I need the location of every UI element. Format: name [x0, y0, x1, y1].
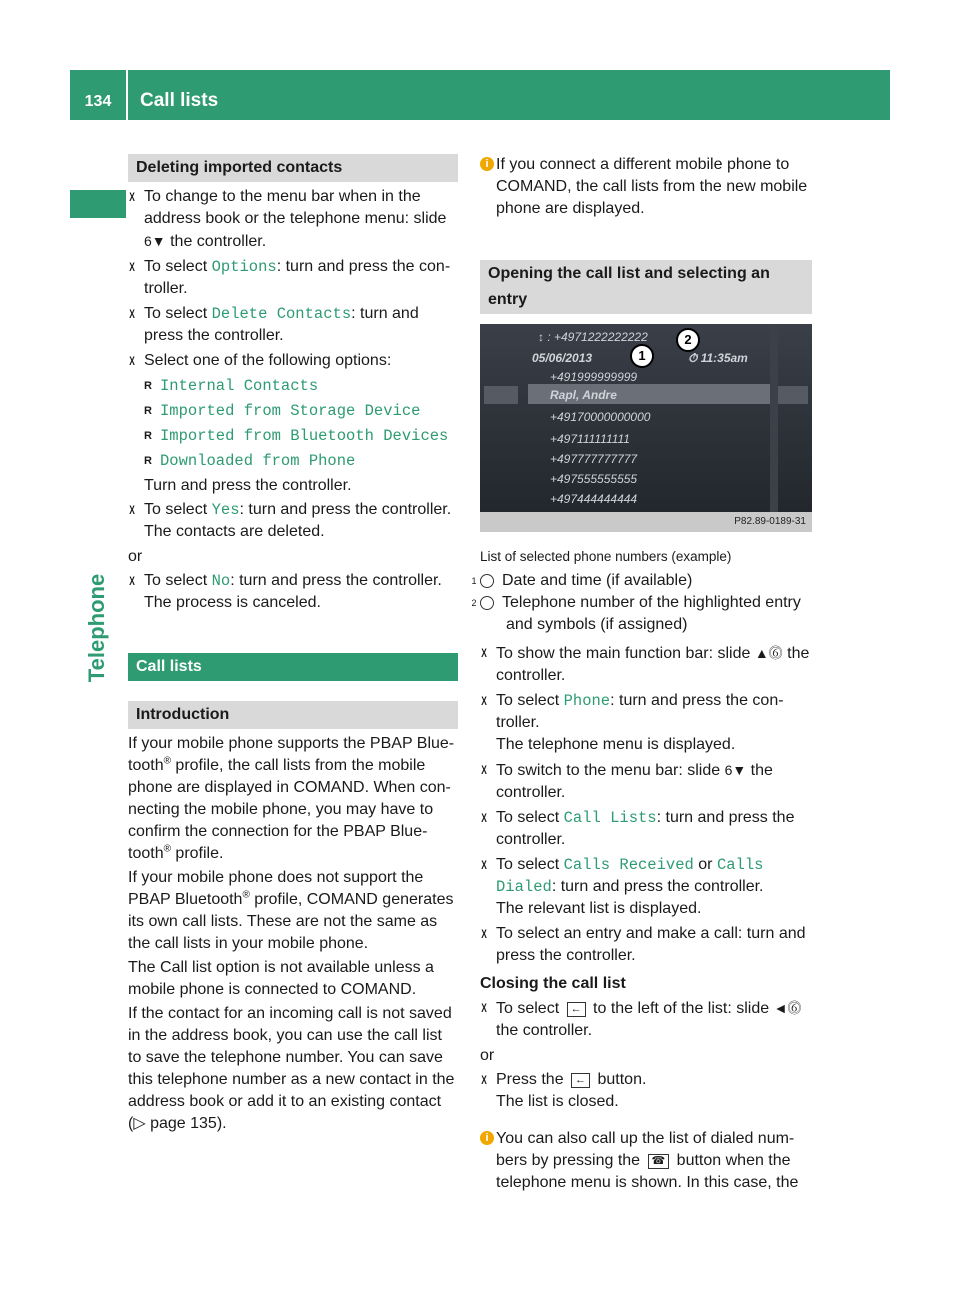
figure-code: P82.89-0189-31 [734, 516, 806, 527]
menu-item-calls-dialed: Calls Dialed [496, 856, 764, 896]
section-tab-marker [70, 190, 126, 218]
menu-item-no: No [211, 572, 231, 590]
heading-closing-call-list: Closing the call list [480, 975, 626, 992]
controller-slide-up-icon: ▲⓺ [754, 645, 783, 661]
screen-time: ⏱ 11:35am [688, 351, 748, 365]
step-menu-bar: X To change to the menu bar when in the address book or the telephone menu: slide 6▼ the controller. [128, 186, 458, 253]
info-icon: i [480, 157, 494, 171]
screen-date: 05/06/2013 [532, 351, 593, 365]
heading-deleting-imported-contacts: Deleting imported contacts [128, 154, 458, 182]
option-internal-contacts: R Internal Contacts [128, 375, 458, 397]
callout-2: 2 [676, 328, 700, 352]
screen-row: +497555555555 [550, 472, 638, 486]
left-column [128, 154, 458, 1137]
options-tab-icon [778, 386, 808, 404]
page-number: 134 [70, 70, 126, 120]
screen-number-line: ↕ : +4971222222222 [538, 330, 648, 344]
step-select-option: X Select one of the following options: [128, 350, 458, 372]
menu-item-calls-received: Calls Received [563, 856, 694, 874]
step-options: X To select Options: turn and press the con-troller. [128, 256, 458, 300]
figure-caption: List of selected phone numbers (example) [480, 549, 732, 564]
heading-call-lists: Call lists [128, 653, 458, 681]
page-title: Call lists [140, 90, 219, 111]
callout-1: 1 [630, 344, 654, 368]
controller-slide-down-icon: 6▼ [144, 233, 166, 249]
info-icon: i [480, 1131, 494, 1145]
back-button-icon: ← [571, 1073, 590, 1088]
step-switch-menu-bar: X To switch to the menu bar: slide 6▼ the controller. [480, 759, 812, 804]
or-text: or [128, 548, 143, 565]
back-tab-icon [484, 386, 518, 404]
screen-row: +49170000000000 [550, 410, 651, 424]
turn-press-text: Turn and press the controller. [144, 477, 352, 494]
call-list-screenshot [480, 324, 812, 532]
step-calls-received-dialed: X To select Calls Received or Calls Dialed: turn and press the controller. The relevant list is displayed. [480, 854, 812, 920]
intro-paragraph-1: If your mobile phone supports the PBAP Blue-tooth® profile, the call lists from the mobile phone are displayed in COMAND. When con-necting the mobile phone, you may have to confirm the connection for the PBAP Blue-tooth® profile. [128, 735, 455, 862]
info-note-different-phone: i If you connect a different mobile phone to COMAND, the call lists from the new mobile phone are displayed. [480, 154, 812, 220]
step-yes: X To select Yes: turn and press the controller. The contacts are deleted. [128, 499, 458, 543]
intro-paragraph-2: If your mobile phone does not support the PBAP Bluetooth® profile, COMAND generates its own call lists. These are not the same as the call lists in your mobile phone. [128, 869, 454, 952]
legend-item-2: 2 Telephone number of the highlighted entry and symbols (if assigned) [471, 594, 801, 633]
screen-row: +497444444444 [550, 492, 638, 506]
menu-item-options: Options [211, 258, 277, 276]
controller-slide-down-icon: 6▼ [724, 762, 747, 778]
phone-button-icon: ☎ [648, 1154, 670, 1169]
menu-item-call-lists: Call Lists [563, 809, 657, 827]
or-text: or [480, 1047, 495, 1064]
option-storage-device: R Imported from Storage Device [128, 400, 458, 422]
right-column [471, 154, 812, 1194]
step-phone: X To select Phone: turn and press the con-troller. The telephone menu is displayed. [480, 690, 812, 756]
screen-row: +497777777777 [550, 452, 638, 466]
menu-item-phone: Phone [563, 692, 611, 710]
intro-paragraph-3: The Call list option is not available unless a mobile phone is connected to COMAND. [128, 959, 434, 998]
info-note-dialed-numbers: i You can also call up the list of dialed num-bers by pressing the ☎ button when the telephone menu is shown. In this case, the [480, 1128, 812, 1194]
heading-opening-call-list: Opening the call list and selecting an entry [480, 260, 812, 314]
step-press-back: X Press the ← button. The list is closed. [480, 1069, 812, 1113]
legend-item-1: 1 Date and time (if available) [471, 572, 693, 589]
step-main-function-bar: X To show the main function bar: slide ▲⓺ the controller. [480, 642, 812, 687]
section-label: Telephone [84, 573, 109, 683]
step-select-back: X To select ← to the left of the list: slide ◄⓺ the controller. [480, 997, 812, 1042]
screen-row: +491999999999 [550, 370, 638, 384]
option-downloaded-from-phone: R Downloaded from Phone [128, 450, 458, 472]
header-divider [126, 70, 128, 120]
controller-slide-left-icon: ◄⓺ [773, 1000, 802, 1016]
heading-introduction: Introduction [128, 701, 458, 729]
step-call-lists: X To select Call Lists: turn and press the controller. [480, 807, 812, 851]
menu-item-yes: Yes [211, 501, 240, 519]
step-delete-contacts: X To select Delete Contacts: turn and press the controller. [128, 303, 458, 347]
back-symbol-icon: ← [567, 1002, 586, 1017]
step-select-entry: X To select an entry and make a call: turn and press the controller. [480, 923, 812, 967]
option-bluetooth-devices: R Imported from Bluetooth Devices [128, 425, 458, 447]
step-no: X To select No: turn and press the controller. The process is canceled. [128, 570, 458, 614]
screen-row: +497111111111 [550, 432, 630, 446]
intro-paragraph-4: If the contact for an incoming call is not saved in the address book, you can use the call list to save the telephone number. You can save this telephone number as a new contact in the address book or add it to an existing contact (▷ page 135). [128, 1005, 455, 1132]
menu-item-delete-contacts: Delete Contacts [211, 305, 352, 323]
screen-row: Rapl, Andre [550, 388, 617, 402]
